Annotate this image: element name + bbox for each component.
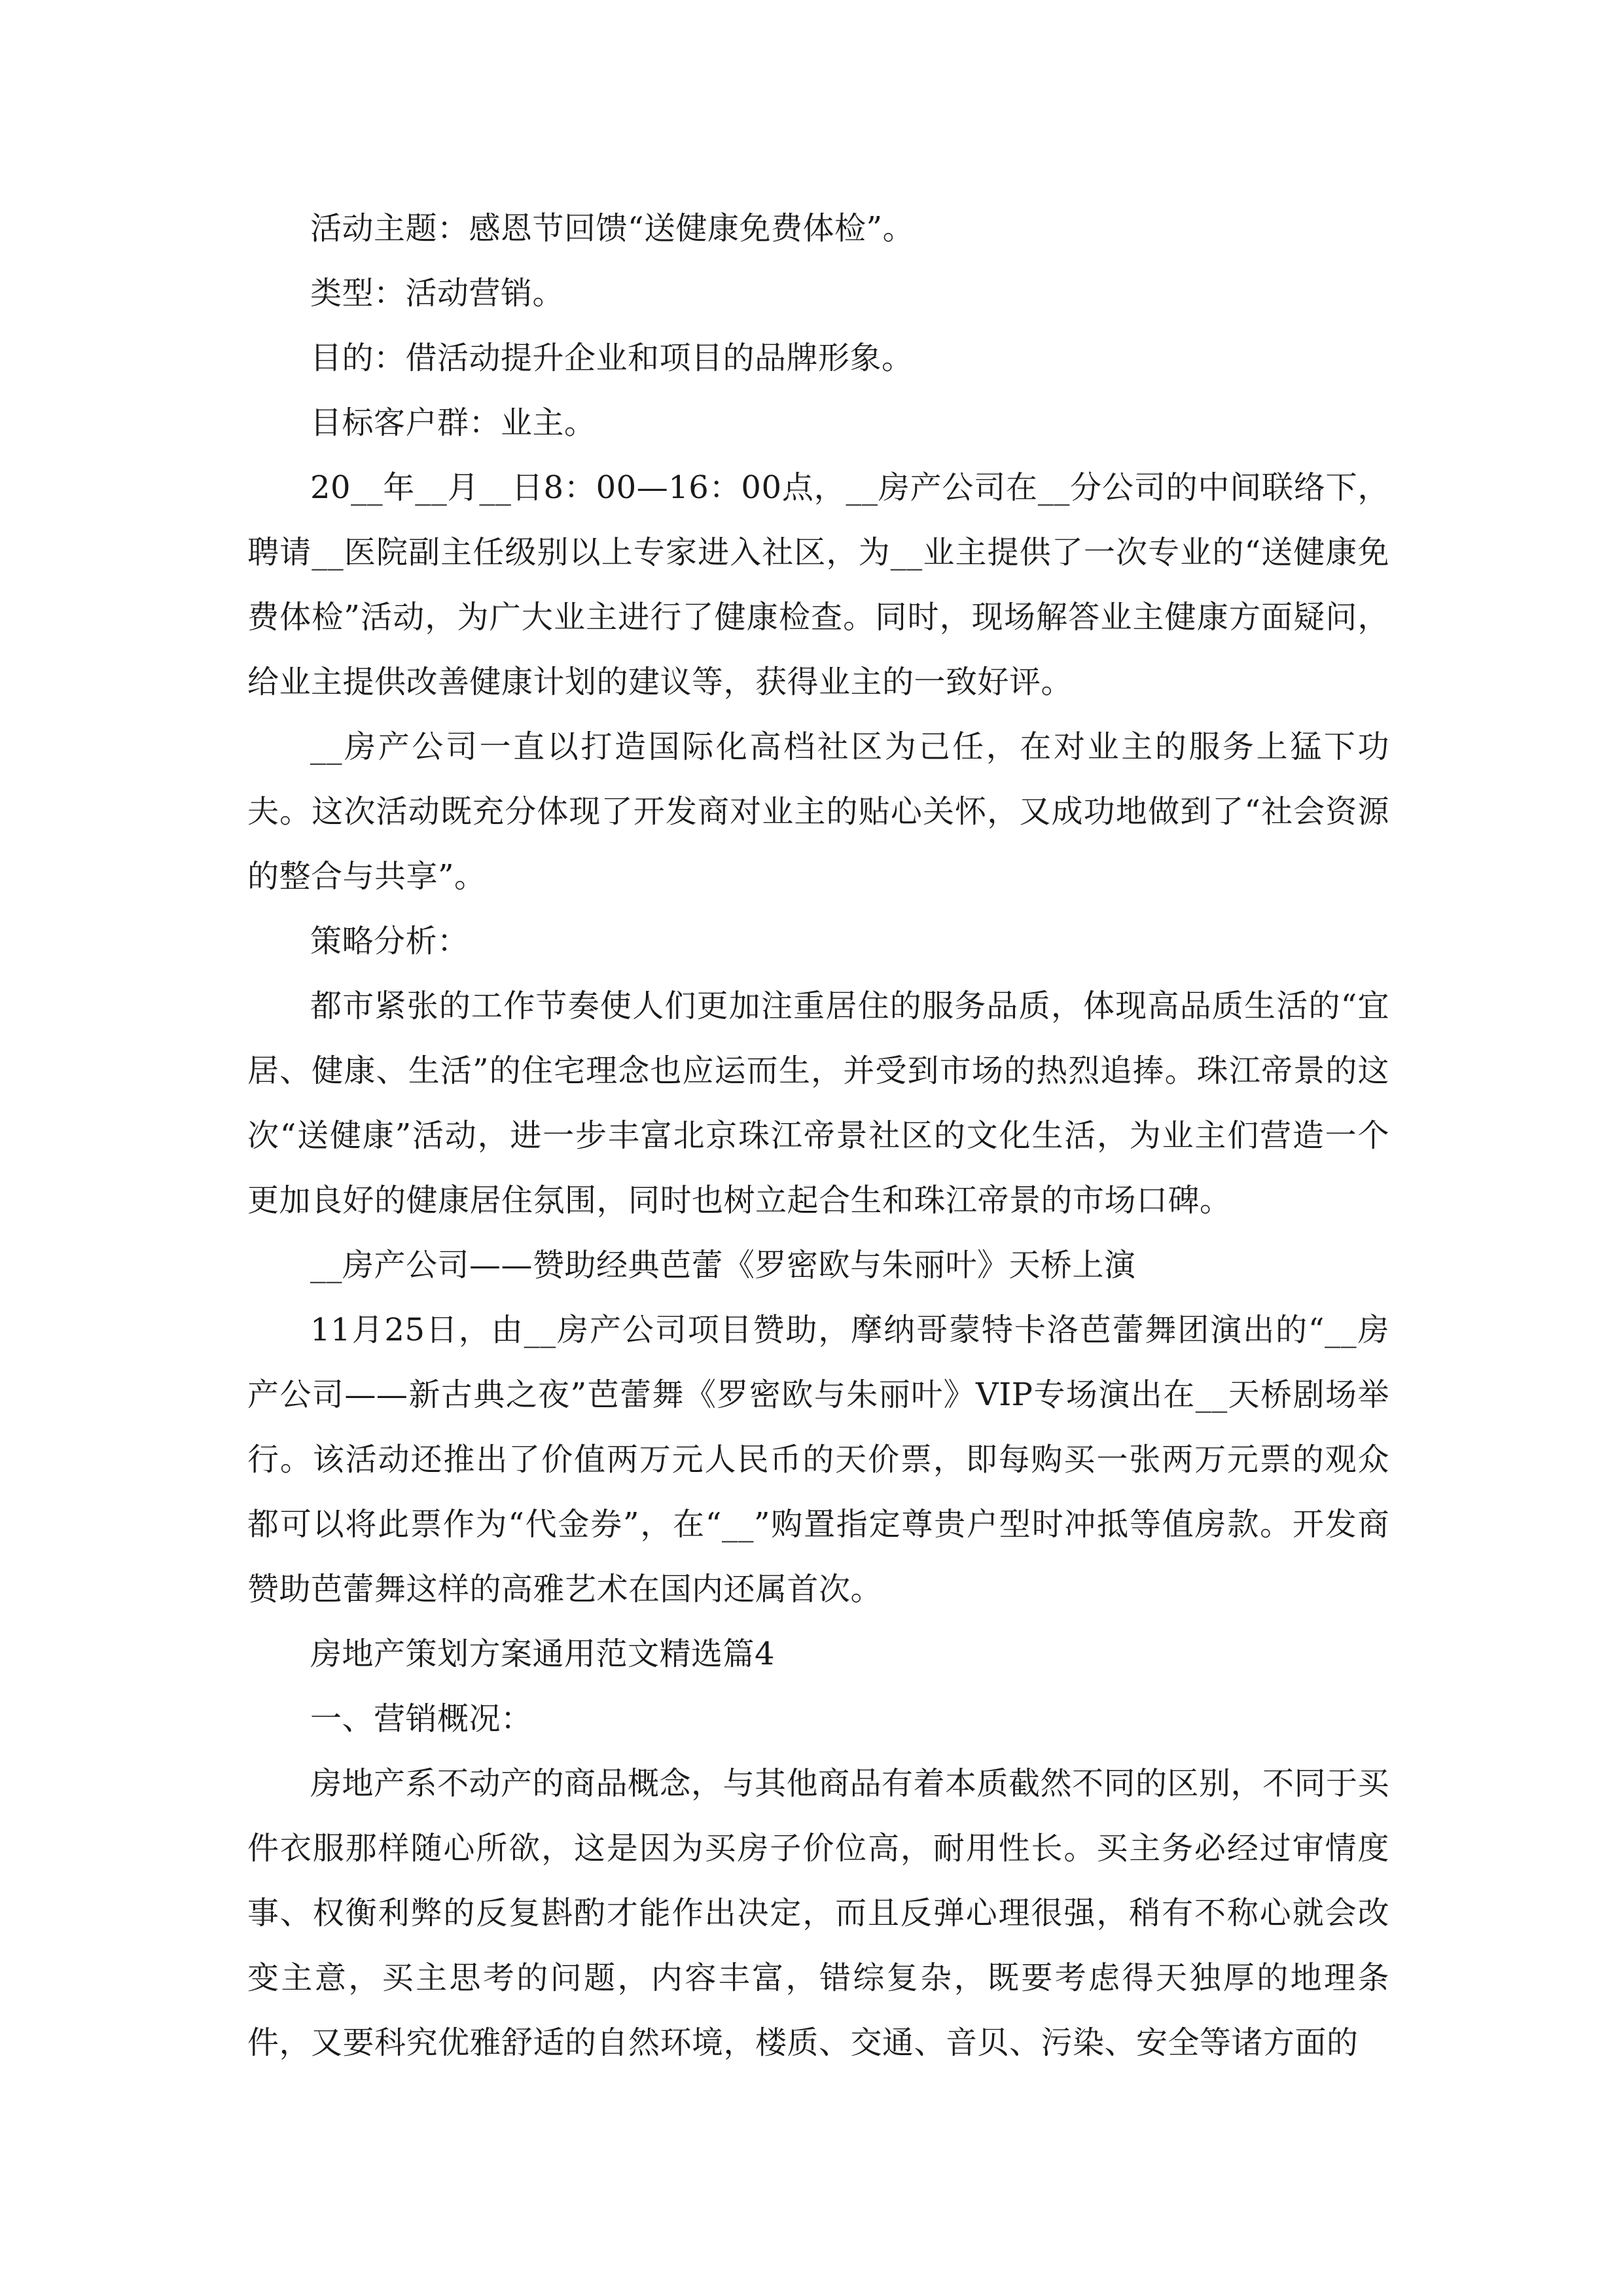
paragraph-marketing-overview: 房地产系不动产的商品概念，与其他商品有着本质截然不同的区别，不同于买件衣服那样随心所欲，这是因为买房子价位高，耐用性长。买主务必经过审情度事、权衡利弊的反复斟酌才能作出决定，而且反弹心理很强，稍有不称心就会改变主意，买主思考的问题，内容丰富，错综复杂，既要考虑得天独厚的地理条件，又要科究优雅舒适的自然环境，楼质、交通、音贝、污染、安全等诸方面的 bbox=[247, 1765, 1390, 2061]
paragraph-strategy-analysis: 都市紧张的工作节奏使人们更加注重居住的服务品质，体现高品质生活的“宜居、健康、生活”的住宅理念也应运而生，并受到市场的热烈追捧。珠江帝景的这次“送健康”活动，进一步丰富北京珠江帝景社区的文化生活，为业主们营造一个更加良好的健康居住氛围，同时也树立起合生和珠江帝景的市场口碑。 bbox=[247, 988, 1389, 1219]
paragraph-ballet-heading: __房产公司——赞助经典芭蕾《罗密欧与朱丽叶》天桥上演 bbox=[310, 1247, 1136, 1283]
paragraph-target-customers: 目标客户群：业主。 bbox=[310, 404, 596, 441]
paragraph-event-details: 20__年__月__日8：00—16：00点，__房产公司在__分公司的中间联络下，聘请__医院副主任级别以上专家进入社区，为__业主提供了一次专业的“送健康免费体检”活动，为广大业主进行了健康检查。同时，现场解答业主健康方面疑问，给业主提供改善健康计划的建议等，获得业主的一致好评。 bbox=[247, 469, 1389, 700]
paragraph-ballet-details: 11月25日，由__房产公司项目赞助，摩纳哥蒙特卡洛芭蕾舞团演出的“__房产公司——新古典之夜”芭蕾舞《罗密欧与朱丽叶》VIP专场演出在__天桥剧场举行。该活动还推出了价值两万元人民币的天价票，即每购买一张两万元票的观众都可以将此票作为“代金券”，在“__”购置指定尊贵户型时冲抵等值房款。开发商赞助芭蕾舞这样的高雅艺术在国内还属首次。 bbox=[247, 1312, 1389, 1607]
paragraph-purpose: 目的：借活动提升企业和项目的品牌形象。 bbox=[310, 340, 914, 376]
paragraph-marketing-heading: 一、营销概况： bbox=[310, 1700, 533, 1737]
paragraph-type: 类型：活动营销。 bbox=[310, 275, 565, 312]
paragraph-theme: 活动主题：感恩节回馈“送健康免费体检”。 bbox=[310, 210, 915, 247]
paragraph-section-title: 房地产策划方案通用范文精选篇4 bbox=[310, 1636, 776, 1672]
paragraph-strategy-heading: 策略分析： bbox=[310, 923, 469, 960]
paragraph-company-service: __房产公司一直以打造国际化高档社区为己任，在对业主的服务上猛下功夫。这次活动既充分体现了开发商对业主的贴心关怀，又成功地做到了“社会资源的整合与共享”。 bbox=[247, 728, 1389, 895]
document-page bbox=[247, 196, 1389, 2075]
